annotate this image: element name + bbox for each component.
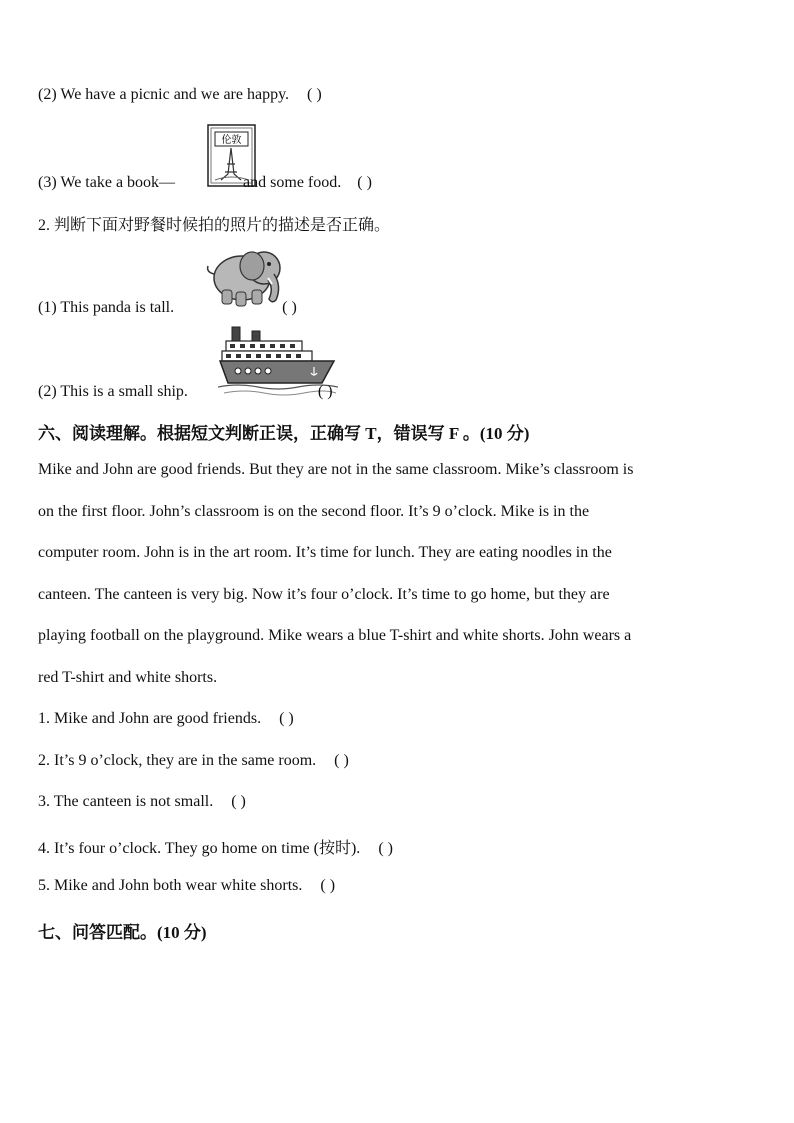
answer-blank[interactable]: ( ) [334, 752, 349, 769]
question-text: (2) We have a picnic and we are happy. [38, 86, 290, 103]
question-item [38, 383, 333, 401]
passage-line: playing football on the playground. Mike wears a blue T-shirt and white shorts. John wears a [38, 627, 632, 645]
question-item [38, 793, 246, 811]
answer-blank[interactable]: ( ) [378, 840, 393, 857]
question-text: 4. It’s four o’clock. They go home on time (按时). [38, 840, 361, 857]
answer-blank[interactable]: ( ) [282, 299, 297, 316]
question-text: 2. It’s 9 o’clock, they are in the same room. [38, 752, 317, 769]
answer-blank[interactable]: ( ) [307, 86, 322, 103]
answer-blank[interactable]: ( ) [279, 710, 294, 727]
passage-line: on the first floor. John’s classroom is on the second floor. It’s 9 o’clock. Mike is in the [38, 502, 590, 520]
question-text: 1. Mike and John are good friends. [38, 710, 262, 727]
question-item [38, 86, 322, 104]
question-text: 5. Mike and John both wear white shorts. [38, 877, 303, 894]
answer-blank[interactable]: ( ) [320, 877, 336, 894]
passage-line: canteen. The canteen is very big. Now it’s four o’clock. It’s time to go home, but they are [38, 585, 610, 603]
section-heading: 六、阅读理解。根据短文判断正误，正确写 T，错误写 F 。(10 分) [38, 424, 530, 443]
section-heading: 七、问答匹配。(10 分) [38, 923, 207, 942]
passage-line: computer room. John is in the art room. It’s time for lunch. They are eating noodles in the [38, 544, 612, 562]
passage-line: Mike and John are good friends. But they are not in the same classroom. Mike’s classroom is [38, 461, 634, 478]
question-item [38, 835, 393, 858]
question-text: and some food. [243, 174, 342, 191]
question-text: (1) This panda is tall. [38, 299, 175, 316]
question-heading: 2. 判断下面对野餐时候拍的照片的描述是否正确。 [38, 217, 391, 234]
answer-blank[interactable]: ( ) [357, 174, 372, 191]
question-text: (3) We take a book [38, 174, 160, 191]
question-text: (2) This is a small ship. [38, 383, 188, 400]
dash: — [159, 174, 176, 191]
book-title: 伦敦 [221, 135, 242, 146]
answer-blank[interactable]: ( ) [317, 383, 333, 400]
reading-passage [38, 449, 758, 699]
question-item [38, 299, 297, 317]
question-text: 3. The canteen is not small. [38, 793, 214, 810]
question-item [38, 174, 372, 192]
passage-line: red T-shirt and white shorts. [38, 668, 218, 686]
question-item [38, 877, 335, 895]
question-item [38, 752, 349, 770]
answer-blank[interactable]: ( ) [231, 793, 246, 810]
question-item [38, 710, 294, 728]
